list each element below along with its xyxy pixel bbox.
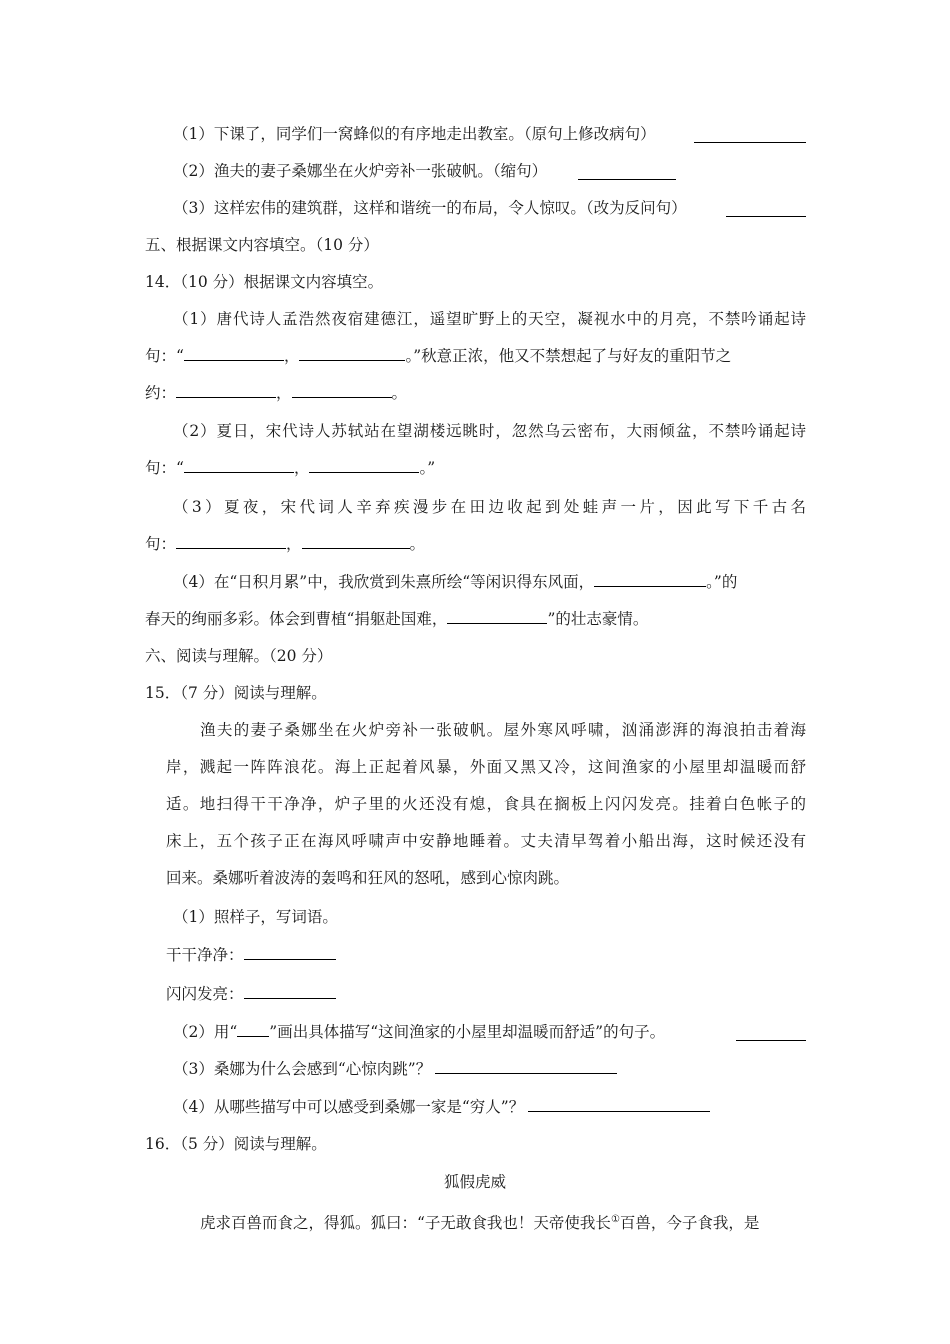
q14-p1-line1: （1）唐代诗人孟浩然夜宿建德江，遥望旷野上的天空，凝视水中的月亮，不禁吟诵起诗	[173, 310, 806, 328]
answer-blank[interactable]	[176, 383, 276, 398]
q13-item-3	[173, 198, 687, 218]
q13-item-2-text: （2）渔夫的妻子桑娜坐在火炉旁补一张破帆。（缩句）	[173, 162, 548, 180]
q13-item-2	[173, 161, 547, 181]
q15-sub-2: （2）用“ ”画出具体描写“这间渔家的小屋里却温暖而舒适”的句子。	[173, 1023, 666, 1041]
q16-title: 狐假虎威	[443, 1173, 506, 1191]
q14-p3-line2: 句： ， 。	[145, 535, 426, 553]
answer-blank[interactable]	[309, 458, 419, 473]
q14-p1-line3: 约： ， 。	[145, 384, 408, 402]
q15-passage-line: 回来。桑娜听着波涛的轰鸣和狂风的怒吼，感到心惊肉跳。	[166, 869, 570, 887]
answer-blank[interactable]	[736, 1026, 806, 1041]
answer-blank[interactable]	[244, 984, 336, 999]
q14-p2-line1: （2）夏日，宋代诗人苏轼站在望湖楼远眺时，忽然乌云密布，大雨倾盆，不禁吟诵起诗	[173, 422, 806, 440]
q14-p4-line1: （4）在“日积月累”中，我欣赏到朱熹所绘“等闲识得东风面， 。”的	[173, 573, 738, 591]
q15-header: 15．（7 分）阅读与理解。	[145, 684, 327, 702]
answer-blank[interactable]	[694, 128, 806, 143]
answer-blank[interactable]	[594, 572, 706, 587]
q15-passage-line: 岸，溅起一阵阵浪花。海上正起着风暴，外面又黑又冷，这间渔家的小屋里却温暖而舒	[166, 758, 806, 776]
answer-blank[interactable]	[176, 534, 286, 549]
answer-blank[interactable]	[528, 1097, 710, 1112]
q14-p1-line2: 句：“ ， 。”秋意正浓，他又不禁想起了与好友的重阳节之	[145, 347, 732, 365]
section-6-heading: 六、阅读与理解。（20 分）	[145, 647, 333, 665]
q14-header: 14．（10 分）根据课文内容填空。	[145, 273, 384, 291]
q15-word-1: 干干净净：	[166, 945, 336, 965]
q15-passage-line: 适。地扫得干干净净，炉子里的火还没有熄，食具在搁板上闪闪发亮。挂着白色帐子的	[166, 795, 806, 813]
q15-sub-1: （1）照样子，写词语。	[173, 908, 338, 926]
q16-header: 16．（5 分）阅读与理解。	[145, 1135, 327, 1153]
answer-blank[interactable]	[184, 346, 284, 361]
q16-line-1: 虎求百兽而食之，得狐。狐曰：“子无敢食我也！天帝使我长①百兽，今子食我，是	[200, 1214, 760, 1233]
q15-passage-line: 床上，五个孩子正在海风呼啸声中安静地睡着。丈夫清早驾着小船出海，这时候还没有	[166, 832, 806, 850]
answer-blank[interactable]	[292, 383, 392, 398]
q14-p2-line2: 句：“ ， 。”	[145, 459, 436, 477]
q15-sub-4: （4）从哪些描写中可以感受到桑娜一家是“穷人”？	[173, 1097, 710, 1117]
q14-p4-line2: 春天的绚丽多彩。体会到曹植“捐躯赴国难， ”的壮志豪情。	[145, 610, 649, 628]
underline-sample	[237, 1022, 269, 1037]
answer-blank[interactable]	[578, 165, 676, 180]
footnote-mark: ①	[610, 1214, 620, 1225]
answer-blank[interactable]	[435, 1059, 617, 1074]
q13-item-1-text: （1）下课了，同学们一窝蜂似的有序地走出教室。（原句上修改病句）	[173, 125, 656, 143]
q13-item-3-text: （3）这样宏伟的建筑群，这样和谐统一的布局，令人惊叹。（改为反问句）	[173, 199, 687, 217]
section-5-heading: 五、根据课文内容填空。（10 分）	[145, 236, 379, 254]
answer-blank[interactable]	[302, 534, 410, 549]
q13-item-1	[173, 124, 656, 144]
q15-sub-3: （3）桑娜为什么会感到“心惊肉跳”？	[173, 1059, 617, 1079]
answer-blank[interactable]	[244, 945, 336, 960]
answer-blank[interactable]	[726, 202, 806, 217]
answer-blank[interactable]	[299, 346, 405, 361]
q15-word-2: 闪闪发亮：	[166, 984, 336, 1004]
q15-passage-line: 渔夫的妻子桑娜坐在火炉旁补一张破帆。屋外寒风呼啸，汹涌澎湃的海浪拍击着海	[200, 721, 806, 739]
answer-blank[interactable]	[447, 609, 547, 624]
answer-blank[interactable]	[184, 458, 294, 473]
q14-p3-line1: （3）夏夜，宋代词人辛弃疾漫步在田边收起到处蛙声一片，因此写下千古名	[173, 498, 806, 516]
